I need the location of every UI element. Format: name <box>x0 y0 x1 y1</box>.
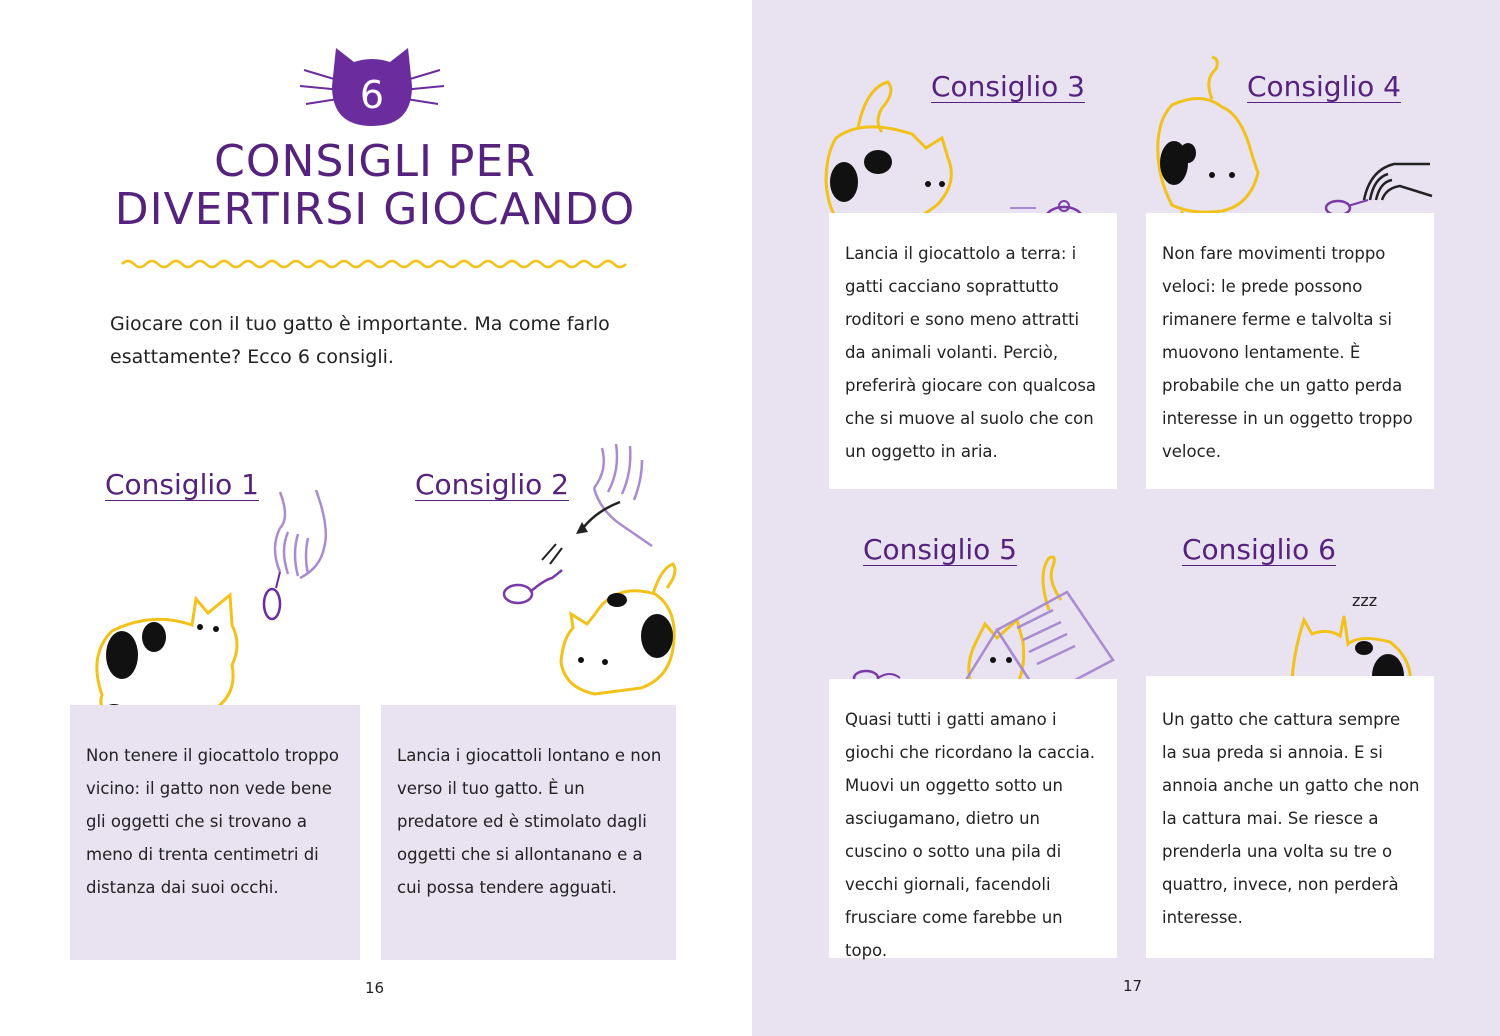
tip-5-heading: Consiglio 5 <box>863 533 1017 566</box>
title-line-2: DIVERTIRSI GIOCANDO <box>114 184 636 235</box>
tip-3-heading: Consiglio 3 <box>931 70 1085 103</box>
tip-3-box <box>829 213 1117 489</box>
right-page <box>752 0 1500 1036</box>
tip-1-heading: Consiglio 1 <box>105 468 259 501</box>
hand-pulling-toy-icon <box>1324 156 1434 216</box>
intro-text: Giocare con il tuo gatto è importante. Ma come farlo esattamente? Ecco 6 consigli. <box>110 313 610 368</box>
tip-4-box <box>1146 213 1434 489</box>
title-line-1: CONSIGLI PER <box>214 136 536 187</box>
tip-5-text: Quasi tutti i gatti amano i giochi che ricordano la caccia. Muovi un oggetto sotto un asciugamano, dietro un cuscino o sotto una pila di vecchi giornali, facendoli frusciare come farebbe un topo. <box>845 710 1096 960</box>
badge-number: 6 <box>359 73 385 117</box>
tip-4-text: Non fare movimenti troppo veloci: le prede possono rimanere ferme e talvolta si muovono lentamente. È probabile che un gatto perda interesse in un oggetto troppo veloce. <box>1162 244 1413 461</box>
cat-illustration-1 <box>82 585 252 725</box>
tip-6-box <box>1146 676 1434 958</box>
cat-head-badge <box>300 40 444 130</box>
tip-1-box: Non tenere il giocattolo troppo vicino: il gatto non vede bene gli oggetti che si trovano a meno di trenta centimetri di distanza dai suoi occhi. <box>70 705 360 960</box>
hand-with-toy-icon <box>250 488 330 638</box>
tip-2-heading: Consiglio 2 <box>415 468 569 501</box>
page-number-left: 16 <box>365 979 385 997</box>
page-title <box>60 138 690 234</box>
tip-6-heading: Consiglio 6 <box>1182 533 1336 566</box>
tip-3-text: Lancia il giocattolo a terra: i gatti cacciano soprattutto roditori e sono meno attratti da animali volanti. Perciò, preferirà giocare con qualcosa che si muove al suolo che con un oggetto in aria. <box>845 244 1097 461</box>
tip-5-box <box>829 679 1117 958</box>
arrow-icon <box>574 498 624 538</box>
tip-4-heading: Consiglio 4 <box>1247 70 1401 103</box>
tip-2-box: Lancia i giocattoli lontano e non verso il tuo gatto. È un predatore ed è stimolato dagli oggetti che si allontanano e a cui possa tendere agguati. <box>381 705 676 960</box>
cat-illustration-2 <box>555 558 685 718</box>
page-number-right: 17 <box>1123 977 1143 995</box>
tip-6-text: Un gatto che cattura sempre la sua preda si annoia. E si annoia anche un gatto che non la cattura mai. Se riesce a prenderla una volta su tre o quattro, invece, non perderà interesse. <box>1162 710 1420 927</box>
wavy-divider <box>120 256 630 272</box>
svg-text:zzz: zzz <box>1352 591 1378 610</box>
